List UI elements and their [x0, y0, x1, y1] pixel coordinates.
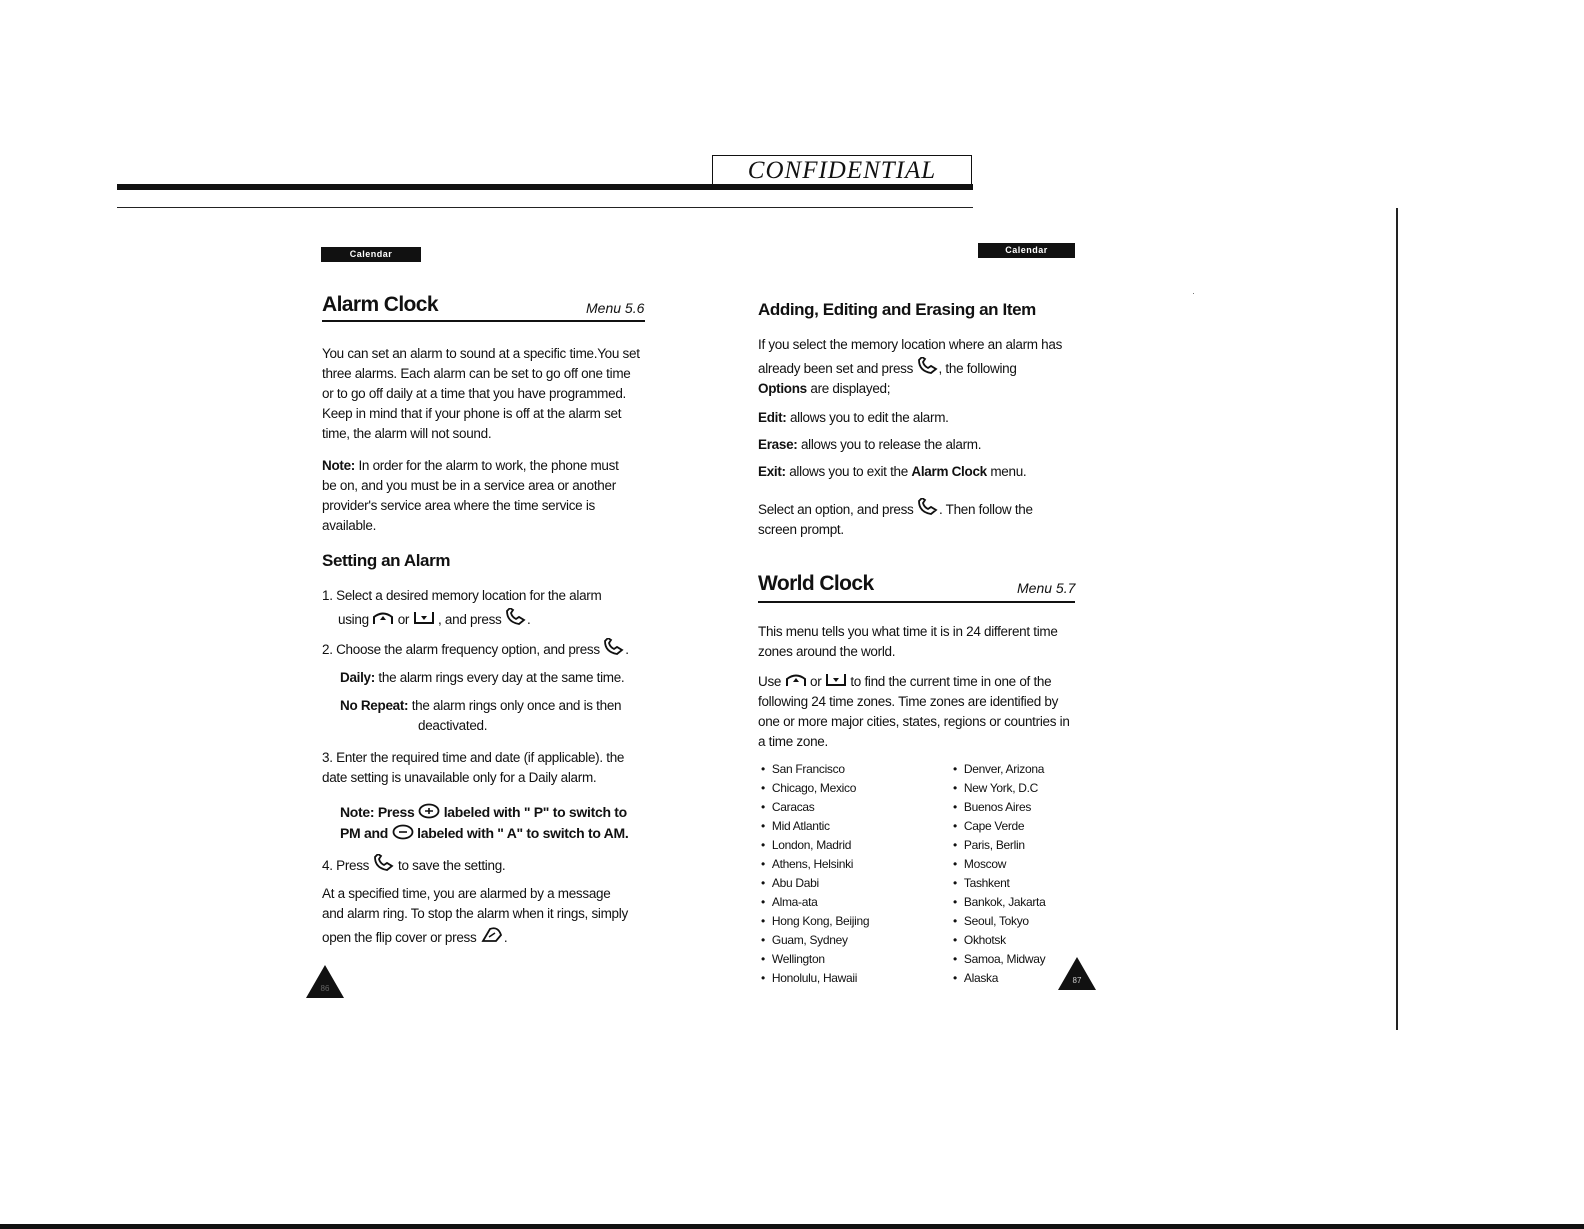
note-2-d: labeled with " A" to switch to AM. [417, 825, 629, 841]
step-2: 2. Choose the alarm frequency option, and press . [322, 636, 662, 660]
list-item: • Moscow [953, 855, 1093, 874]
header-rule-thin [117, 207, 973, 208]
list-item: • Denver, Arizona [953, 760, 1093, 779]
select-c: screen prompt. [758, 522, 844, 537]
list-item: • Paris, Berlin [953, 836, 1093, 855]
alarm-clock-title: Alarm Clock [322, 293, 438, 316]
erase-text: allows you to release the alarm. [800, 437, 982, 452]
section-tag-calendar: Calendar [978, 243, 1075, 258]
step-4 [322, 852, 652, 876]
step-1-or: or [397, 612, 410, 627]
list-item: • Caracas [761, 798, 941, 817]
norepeat-text: the alarm rings only once and is then [411, 698, 622, 713]
page-edge-line [1396, 208, 1398, 1030]
exit-label: Exit: [758, 464, 786, 479]
norepeat-text-2: deactivated. [418, 718, 488, 733]
world-use-text [758, 670, 1080, 752]
end-key-icon [480, 926, 504, 944]
step-1-using: using [338, 612, 369, 627]
page-number-right: 87 [1072, 976, 1082, 985]
use-c: the following 24 time zones. Time zones are identified by one or more major cities, states, regions or countries in a time zone. [758, 674, 1070, 749]
adding-intro [758, 335, 1088, 399]
title-underline [322, 320, 645, 322]
list-item: • Mid Atlantic [761, 817, 941, 836]
edit-option [758, 408, 1088, 428]
send-key-icon [917, 357, 939, 375]
alarm-intro: You can set an alarm to sound at a specific time.You set three alarms. Each alarm can be set to go off one time or to go off daily at a time that you have programmed. Keep in mind that if your phone is off at the alarm set time, the alarm will not sound. [322, 346, 640, 441]
up-key-icon [372, 610, 394, 626]
world-clock-cities-col-2 [953, 760, 1093, 988]
step-4-a: 4. Press [322, 858, 370, 873]
note-label: Note: [322, 458, 355, 473]
list-item: • Alaska [953, 969, 1093, 988]
list-item: • Guam, Sydney [761, 931, 941, 950]
note-2-label: Note: [340, 804, 375, 820]
exit-bold: Alarm Clock [911, 464, 987, 479]
setting-alarm-heading: Setting an Alarm [322, 551, 451, 570]
step-1-line-a: 1. Select a desired memory location for the alarm [322, 588, 602, 603]
send-key-icon [373, 854, 395, 872]
confidential-stamp: CONFIDENTIAL [712, 155, 972, 186]
down-key-icon [413, 610, 435, 626]
list-item: • Bankok, Jakarta [953, 893, 1093, 912]
step-1: 1. Select a desired memory location for the alarm using or , and press . [322, 586, 652, 630]
up-key-icon [785, 672, 807, 688]
use-b: to find the current time in one of [850, 674, 1030, 689]
world-clock-cities-col-1 [761, 760, 941, 988]
title-underline [758, 601, 1075, 603]
page-triangle-left [306, 965, 344, 998]
world-clock-menu-number: Menu 5.7 [1017, 580, 1076, 596]
step-4-b: to save the setting. [398, 858, 506, 873]
section-tag-calendar: Calendar [321, 247, 421, 262]
list-item: • Cape Verde [953, 817, 1093, 836]
erase-option [758, 435, 1088, 455]
exit-text: allows you to exit the [789, 464, 908, 479]
step-3: 3. Enter the required time and date (if applicable). the date setting is unavailable only for a Daily alarm. [322, 750, 625, 785]
alarm-clock-menu-number: Menu 5.6 [586, 300, 645, 316]
note-text: In order for the alarm to work, the phone must be on, and you must be in a service area or another provider's service area where the time service is available. [322, 458, 619, 533]
header-rule-thick [117, 184, 973, 190]
select-b: . Then follow the [938, 502, 1033, 517]
alarm-closing: At a specified time, you are alarmed by a message and alarm ring. To stop the alarm when it rings, simply open the flip cover or press . [322, 886, 628, 945]
use-or: or [810, 674, 822, 689]
list-item: • London, Madrid [761, 836, 941, 855]
world-intro: This menu tells you what time it is in 24 different time zones around the world. [758, 624, 1058, 659]
list-item: • Hong Kong, Beijing [761, 912, 941, 931]
list-item: • Honolulu, Hawaii [761, 969, 941, 988]
page-triangle-right [1058, 957, 1096, 990]
norepeat-option [340, 696, 660, 736]
send-key-icon [603, 638, 625, 656]
intro-c: , the following [938, 361, 1017, 376]
list-item: • Abu Dabi [761, 874, 941, 893]
intro-b: already been set and press [758, 361, 914, 376]
note-2-c: PM and [340, 825, 388, 841]
send-key-icon [917, 498, 939, 516]
edit-text: allows you to edit the alarm. [789, 410, 949, 425]
daily-label: Daily: [340, 670, 375, 685]
list-item: • Athens, Helsinki [761, 855, 941, 874]
list-item: • Buenos Aires [953, 798, 1093, 817]
list-item: • Wellington [761, 950, 941, 969]
closing-b: simply open the flip cover or press [322, 906, 628, 945]
daily-option [340, 668, 660, 688]
minus-key-icon [392, 824, 414, 840]
step-1-press: , and press [438, 612, 502, 627]
step-2-text: 2. Choose the alarm frequency option, and press [322, 642, 600, 657]
list-item: • Tashkent [953, 874, 1093, 893]
down-key-icon [825, 672, 847, 688]
scan-bottom-edge [0, 1224, 1584, 1229]
list-item: • Alma-ata [761, 893, 941, 912]
send-key-icon [505, 608, 527, 626]
alarm-note [322, 456, 622, 536]
list-item: • Samoa, Midway [953, 950, 1093, 969]
list-item: • Okhotsk [953, 931, 1093, 950]
select-a: Select an option, and press [758, 502, 914, 517]
list-item: • Seoul, Tokyo [953, 912, 1093, 931]
exit-end: menu. [990, 464, 1027, 479]
closing-a: At a specified time, you are alarmed by a message and alarm ring. To stop the alarm when it rings, [322, 886, 611, 921]
exit-option [758, 462, 1088, 482]
list-item: • San Francisco [761, 760, 941, 779]
options-label: Options [758, 381, 807, 396]
intro-d: are displayed; [810, 381, 891, 396]
erase-label: Erase: [758, 437, 798, 452]
adding-editing-heading: Adding, Editing and Erasing an Item [758, 300, 1036, 319]
note-2-b: labeled with " P" to switch to [443, 804, 627, 820]
note-2 [340, 801, 660, 843]
list-item: • Chicago, Mexico [761, 779, 941, 798]
edit-label: Edit: [758, 410, 787, 425]
daily-text: the alarm rings every day at the same time. [378, 670, 625, 685]
world-clock-title: World Clock [758, 572, 874, 595]
page-number-left: 86 [320, 984, 330, 993]
select-option-text [758, 496, 1088, 540]
list-item: • New York, D.C [953, 779, 1093, 798]
use-a: Use [758, 674, 782, 689]
plus-key-icon [418, 803, 440, 819]
norepeat-label: No Repeat: [340, 698, 409, 713]
note-2-a: Press [377, 804, 415, 820]
scan-speck [1193, 293, 1194, 294]
intro-a: If you select the memory location where an alarm has [758, 337, 1063, 352]
